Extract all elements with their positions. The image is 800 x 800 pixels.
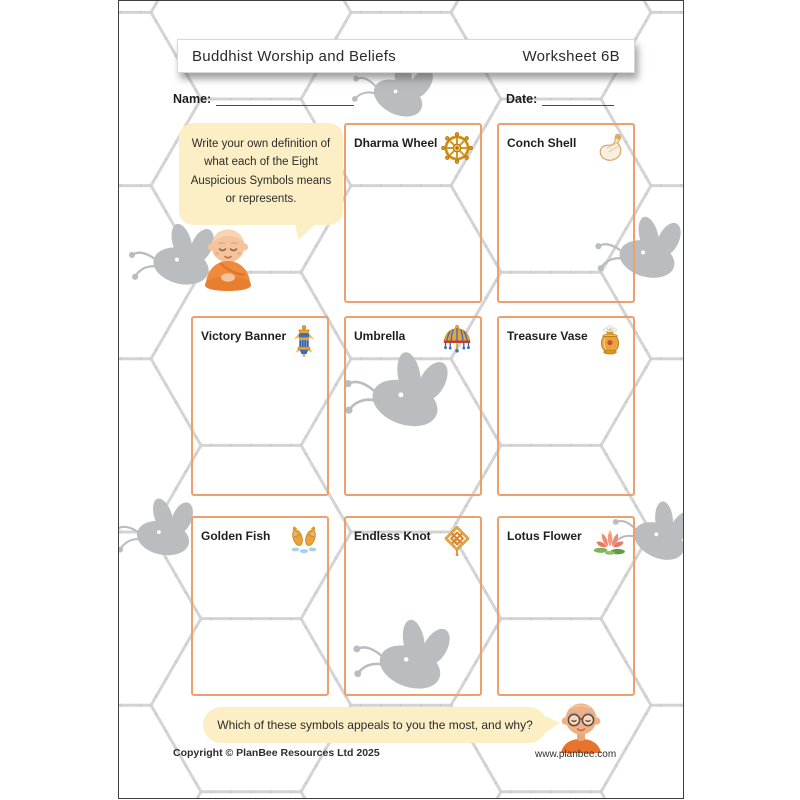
symbol-label: Dharma Wheel	[354, 136, 438, 150]
answer-area-endless-knot[interactable]	[352, 564, 474, 688]
answer-area-conch-shell[interactable]	[505, 171, 627, 295]
symbol-box-dharma-wheel	[344, 123, 482, 303]
symbol-label: Treasure Vase	[507, 329, 588, 343]
treasure-vase-icon	[593, 324, 627, 358]
date-label: Date:	[506, 92, 538, 106]
symbol-box-umbrella	[344, 316, 482, 496]
answer-area-dharma-wheel[interactable]	[352, 171, 474, 295]
page-title: Buddhist Worship and Beliefs	[192, 47, 397, 65]
instruction-text: Write your own definition of what each of the Eight Auspicious Symbols means or represents.	[190, 138, 332, 206]
symbol-label: Endless Knot	[354, 529, 431, 543]
answer-area-umbrella[interactable]	[352, 364, 474, 488]
symbol-box-golden-fish	[191, 516, 329, 696]
answer-area-lotus-flower[interactable]	[505, 564, 627, 688]
symbol-label: Conch Shell	[507, 136, 577, 150]
symbol-label: Golden Fish	[201, 529, 271, 543]
name-line[interactable]	[216, 91, 354, 106]
date-line[interactable]	[542, 91, 614, 106]
symbol-label: Victory Banner	[201, 329, 287, 343]
dharma-wheel-icon	[440, 131, 474, 165]
meditating-monk-figure	[183, 219, 273, 309]
symbol-box-endless-knot	[344, 516, 482, 696]
website-url: www.planbee.com	[535, 749, 617, 760]
lotus-flower-icon	[593, 524, 627, 558]
elder-monk-figure	[555, 697, 607, 753]
umbrella-icon	[440, 324, 474, 358]
name-field	[173, 91, 354, 106]
symbol-box-lotus-flower	[497, 516, 635, 696]
answer-area-golden-fish[interactable]	[199, 564, 321, 688]
golden-fish-icon	[287, 524, 321, 558]
question-text: Which of these symbols appeals to you the most, and why?	[217, 718, 533, 732]
copyright-text: Copyright © PlanBee Resources Ltd 2025	[173, 747, 380, 759]
symbol-box-conch-shell	[497, 123, 635, 303]
name-label: Name:	[173, 92, 212, 106]
symbol-label: Umbrella	[354, 329, 406, 343]
conch-shell-icon	[593, 131, 627, 165]
answer-area-treasure-vase[interactable]	[505, 364, 627, 488]
symbol-label: Lotus Flower	[507, 529, 582, 543]
instruction-bubble	[179, 123, 343, 225]
worksheet-number: Worksheet 6B	[522, 47, 620, 65]
victory-banner-icon	[287, 324, 321, 358]
symbol-box-treasure-vase	[497, 316, 635, 496]
symbol-box-victory-banner	[191, 316, 329, 496]
answer-area-victory-banner[interactable]	[199, 364, 321, 488]
date-field	[506, 91, 614, 106]
question-bubble	[203, 707, 547, 743]
endless-knot-icon	[440, 524, 474, 558]
header-bar	[177, 39, 635, 73]
worksheet-page	[118, 0, 684, 799]
